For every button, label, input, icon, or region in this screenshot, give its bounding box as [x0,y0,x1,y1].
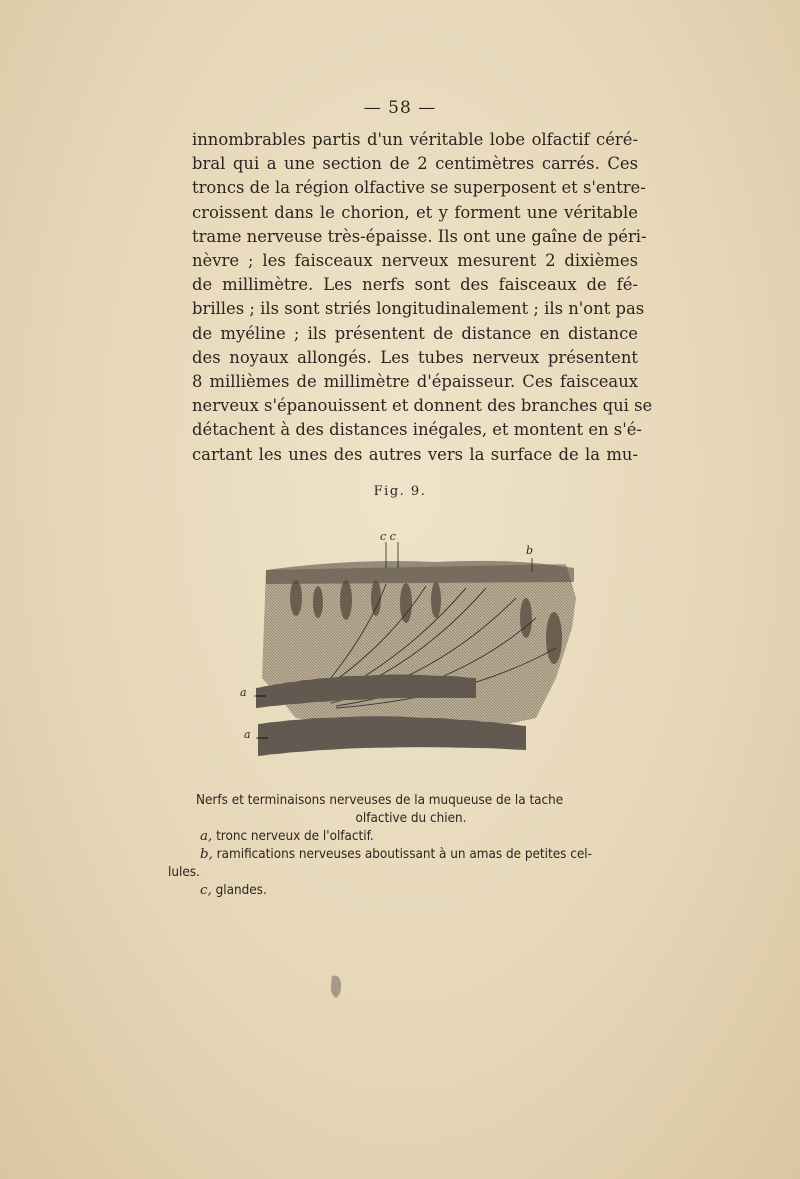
caption-item-c [196,882,626,900]
body-line: nerveux s'épanouissent et donnent des branches qui se [192,396,653,416]
page-number: — 58 — [363,98,437,118]
body-line: cartant les unes des autres vers la surface de la mu- [192,444,638,464]
caption-line: olfactive du chien. [355,811,467,826]
figure-label-b: b [526,544,534,557]
body-line: troncs de la région olfactive se superposent et s'entre- [192,178,646,198]
body-line: croissent dans le chorion, et y forment une véritable [192,202,638,222]
caption-text-a: tronc nerveux de l'olfactif. [212,829,374,844]
figure-illustration [236,528,602,764]
caption-key-c: c, [200,883,212,898]
figure-label-a: a [244,728,251,741]
figure-caption [168,792,626,900]
figure-title: Fig. 9. [373,484,427,499]
body-line: bral qui a une section de 2 centimètres carrés. Ces [192,154,638,174]
body-line: brilles ; ils sont striés longitudinalement ; ils n'ont pas [192,299,645,319]
ink-smudge [326,972,346,1000]
body-line: trame nerveuse très-épaisse. Ils ont une gaîne de péri- [192,226,647,246]
caption-text-c: glandes. [211,883,267,898]
caption-text-b: ramifications nerveuses aboutissant à un amas de petites cel- [212,847,592,862]
body-line: de myéline ; ils présentent de distance en distance [192,323,638,343]
caption-item-b [196,846,626,864]
caption-line: lules. [168,865,200,880]
body-line: des noyaux allongés. Les tubes nerveux présentent [192,347,638,367]
body-line: détachent à des distances inégales, et montent en s'é- [192,420,642,440]
caption-key-a: a, [200,829,213,844]
nerve-engraving [236,528,602,764]
caption-key-b: b, [200,847,213,862]
figure-label-c: c c [380,530,396,543]
body-line: nèvre ; les faisceaux nerveux mesurent 2 dixièmes [192,251,638,271]
figure-label-a: a [240,686,247,699]
caption-item-a [196,828,626,846]
body-line: 8 millièmes de millimètre d'épaisseur. Ces faisceaux [192,372,638,392]
body-line: de millimètre. Les nerfs sont des faisceaux de fé- [192,275,638,295]
body-line: innombrables partis d'un véritable lobe olfactif céré- [192,130,638,149]
body-text [192,128,653,467]
caption-line: Nerfs et terminaisons nerveuses de la muqueuse de la tache [196,793,564,808]
